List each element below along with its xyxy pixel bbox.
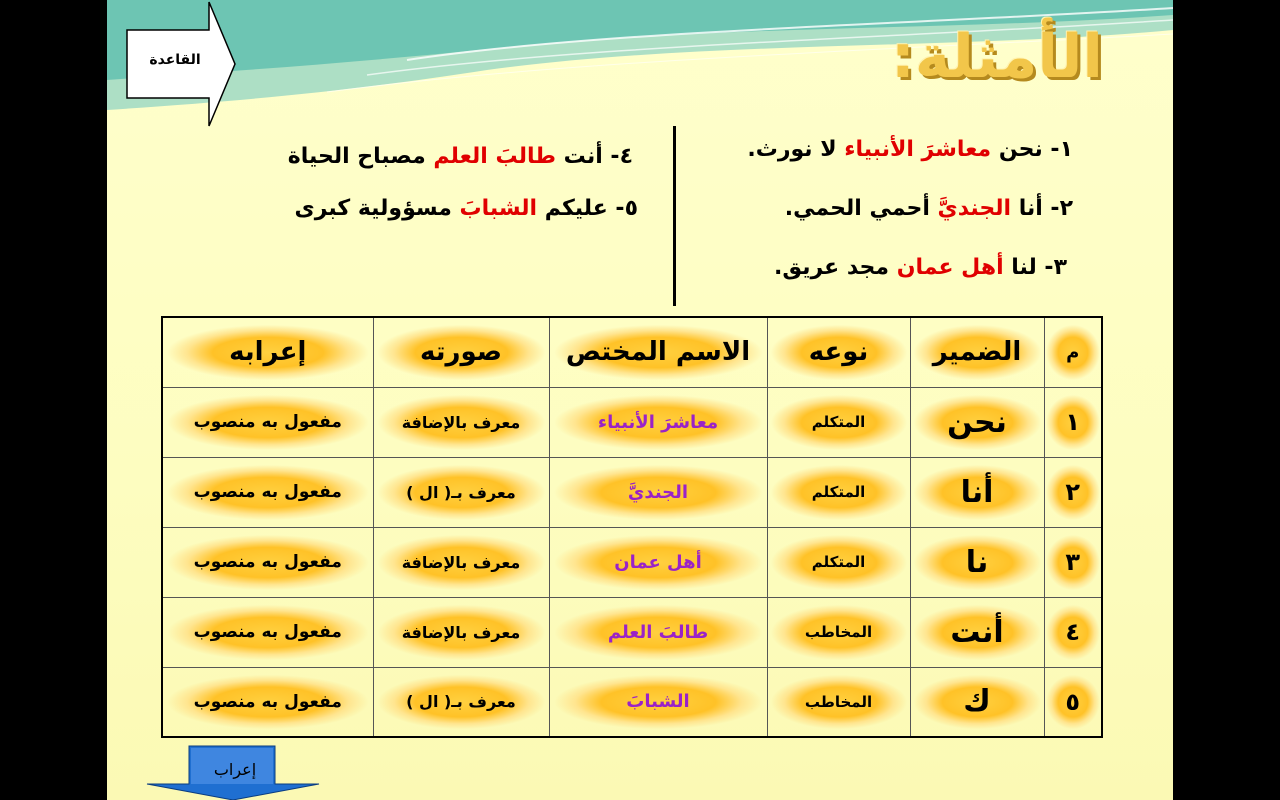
table-header-row <box>162 317 1102 387</box>
cell-type: المتكلم <box>767 387 910 457</box>
cell-noun: الجنديَّ <box>549 457 767 527</box>
header-num: م <box>1044 317 1102 387</box>
header-noun: الاسم المختص <box>549 317 767 387</box>
example-1: ١- نحن معاشرَ الأنبياء لا نورث. <box>747 137 1073 162</box>
cell-noun: الشبابَ <box>549 667 767 737</box>
header-pronoun: الضمير <box>910 317 1044 387</box>
cell-noun: أهل عمان <box>549 527 767 597</box>
slide <box>107 0 1173 800</box>
cell-num: ٤ <box>1044 597 1102 667</box>
cell-form: معرف بالإضافة <box>373 527 549 597</box>
examples-divider <box>673 126 676 306</box>
table-row <box>162 527 1102 597</box>
cell-num: ٢ <box>1044 457 1102 527</box>
table-row <box>162 597 1102 667</box>
example-3: ٣- لنا أهل عمان مجد عريق. <box>774 255 1067 280</box>
cell-pronoun: أنت <box>910 597 1044 667</box>
cell-num: ٣ <box>1044 527 1102 597</box>
rule-button[interactable]: القاعدة <box>149 52 201 68</box>
example-2: ٢- أنا الجنديَّ أحمي الحمي. <box>784 196 1073 221</box>
cell-irab: مفعول به منصوب <box>162 387 373 457</box>
pronoun-table <box>161 316 1103 738</box>
header-type: نوعه <box>767 317 910 387</box>
example-4: ٤- أنت طالبَ العلم مصباح الحياة <box>287 144 633 169</box>
table-row <box>162 667 1102 737</box>
cell-pronoun: ك <box>910 667 1044 737</box>
slide-title: الأمثلة: <box>890 22 1103 92</box>
cell-form: معرف بالإضافة <box>373 387 549 457</box>
table-row <box>162 387 1102 457</box>
header-irab: إعرابه <box>162 317 373 387</box>
cell-pronoun: أنا <box>910 457 1044 527</box>
cell-pronoun: نحن <box>910 387 1044 457</box>
header-form: صورته <box>373 317 549 387</box>
cell-form: معرف بـ( ال ) <box>373 667 549 737</box>
cell-irab: مفعول به منصوب <box>162 597 373 667</box>
cell-type: المتكلم <box>767 457 910 527</box>
cell-irab: مفعول به منصوب <box>162 667 373 737</box>
table-row <box>162 457 1102 527</box>
cell-noun: طالبَ العلم <box>549 597 767 667</box>
cell-form: معرف بالإضافة <box>373 597 549 667</box>
irab-button[interactable]: إعراب <box>213 760 257 779</box>
example-5: ٥- عليكم الشبابَ مسؤولية كبرى <box>294 196 638 221</box>
cell-irab: مفعول به منصوب <box>162 457 373 527</box>
cell-type: المتكلم <box>767 527 910 597</box>
cell-type: المخاطب <box>767 667 910 737</box>
cell-form: معرف بـ( ال ) <box>373 457 549 527</box>
cell-pronoun: نا <box>910 527 1044 597</box>
cell-type: المخاطب <box>767 597 910 667</box>
cell-noun: معاشرَ الأنبياء <box>549 387 767 457</box>
cell-num: ٥ <box>1044 667 1102 737</box>
cell-num: ١ <box>1044 387 1102 457</box>
cell-irab: مفعول به منصوب <box>162 527 373 597</box>
